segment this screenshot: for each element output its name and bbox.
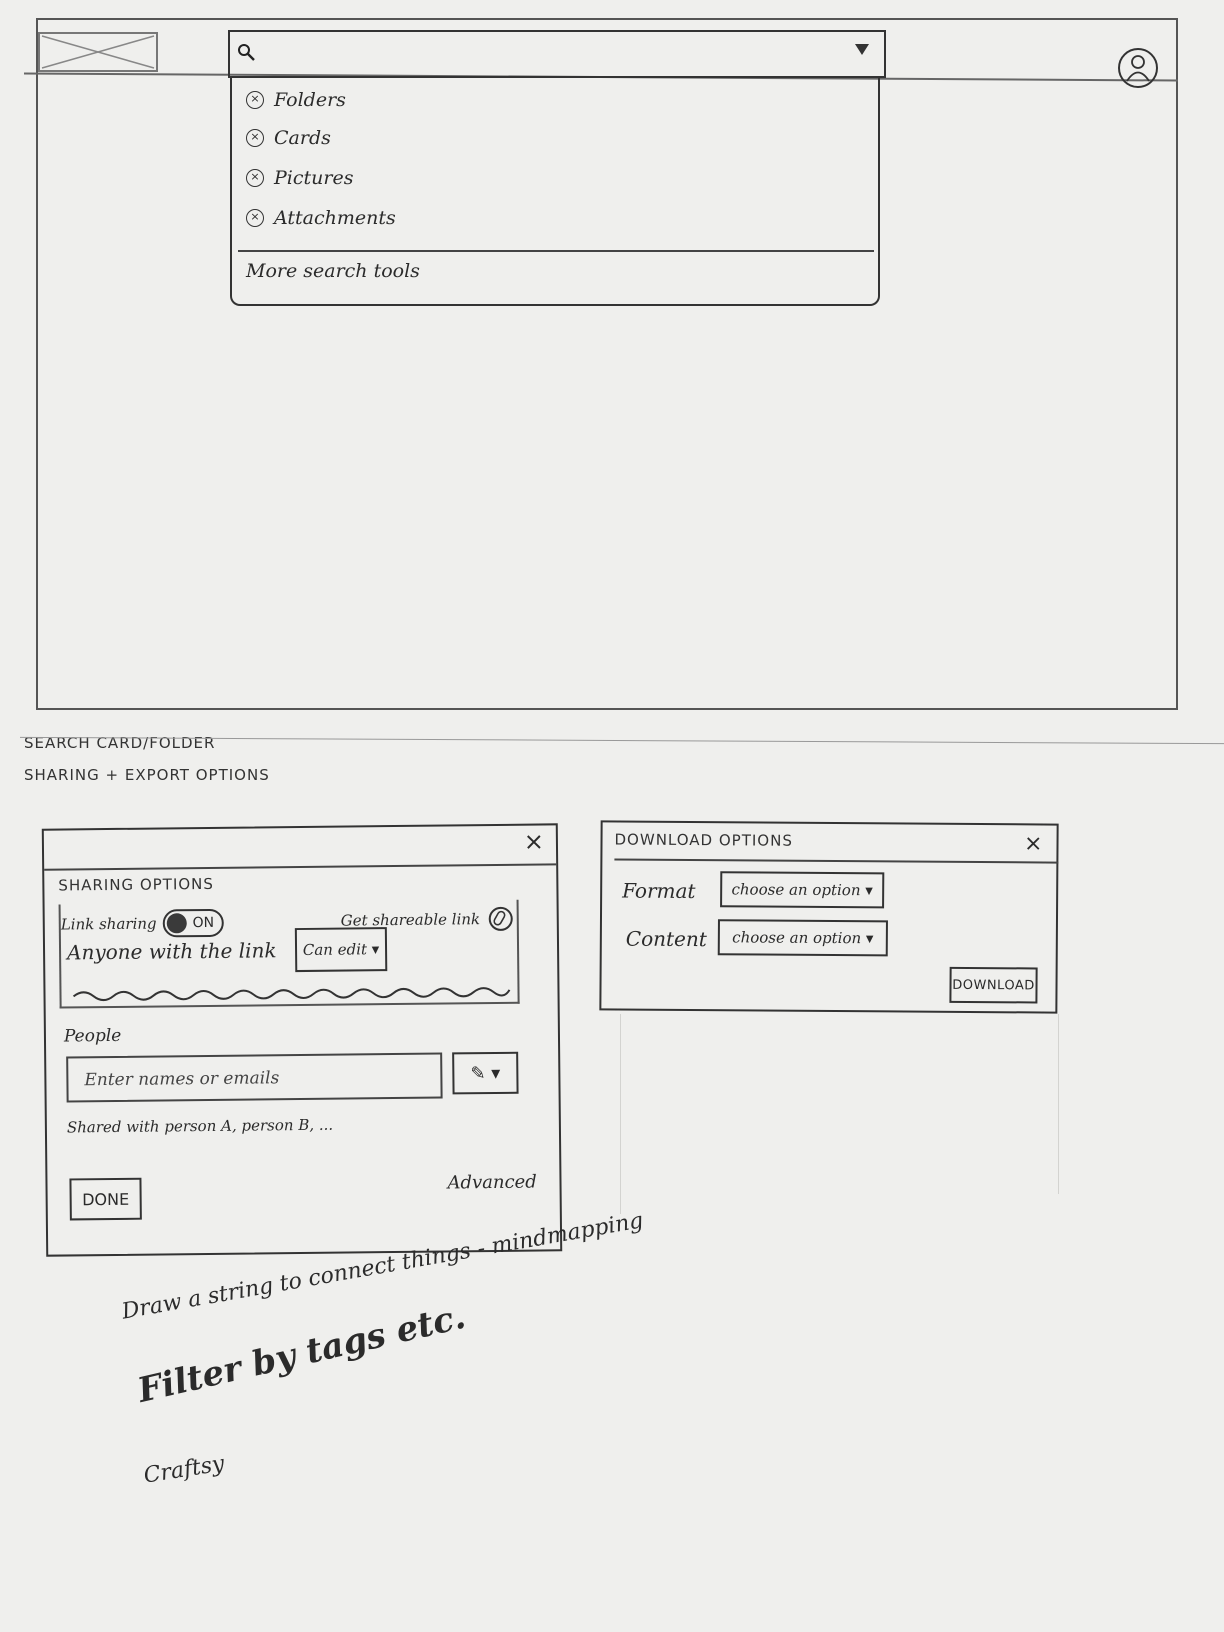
close-icon[interactable]: × xyxy=(1023,831,1043,857)
note-line-2: Filter by tags etc. xyxy=(134,1296,470,1411)
squiggle-placeholder xyxy=(71,982,511,1003)
user-avatar-icon[interactable] xyxy=(1118,48,1158,88)
remove-filter-icon[interactable]: × xyxy=(246,169,264,187)
dialog-header-divider xyxy=(44,863,556,870)
people-label: People xyxy=(63,1025,122,1047)
filter-cards[interactable] xyxy=(246,122,331,154)
remove-filter-icon[interactable]: × xyxy=(246,91,264,109)
search-input[interactable] xyxy=(228,30,886,78)
link-sharing-label: Link sharing xyxy=(60,914,157,934)
faint-guide-line xyxy=(620,1014,621,1214)
done-button[interactable]: DONE xyxy=(69,1178,141,1221)
shared-with-text: Shared with person A, person B, ... xyxy=(66,1115,334,1137)
search-dropdown xyxy=(230,76,880,306)
link-settings-box xyxy=(59,900,520,1009)
get-link-label: Get shareable link xyxy=(340,910,481,930)
section-label-sharing: SHARING + EXPORT OPTIONS xyxy=(24,766,270,784)
content-label: Content xyxy=(625,926,707,952)
filter-label: Attachments xyxy=(274,207,396,229)
note-line-1: Draw a string to connect things - mindmapping xyxy=(120,1208,646,1325)
content-select[interactable]: choose an option ▾ xyxy=(718,919,888,956)
dialog-title: SHARING OPTIONS xyxy=(58,874,214,895)
section-label-search: SEARCH CARD/FOLDER xyxy=(24,734,216,752)
logo-cross-icon xyxy=(40,34,156,70)
dropdown-divider xyxy=(238,250,874,252)
permission-dropdown[interactable]: Can edit ▾ xyxy=(295,927,387,972)
filter-pictures[interactable] xyxy=(246,162,353,194)
logo-placeholder xyxy=(38,32,158,72)
more-search-tools-link[interactable]: More search tools xyxy=(246,260,420,282)
remove-filter-icon[interactable]: × xyxy=(246,209,264,227)
edit-permission-dropdown[interactable]: ✎ ▾ xyxy=(452,1052,518,1095)
remove-filter-icon[interactable]: × xyxy=(246,129,264,147)
sharing-options-dialog xyxy=(42,823,562,1256)
filter-label: Folders xyxy=(274,89,346,111)
close-icon[interactable]: × xyxy=(523,827,545,856)
advanced-link[interactable]: Advanced xyxy=(447,1171,537,1194)
toggle-state: ON xyxy=(192,914,215,932)
people-placeholder: Enter names or emails xyxy=(84,1068,280,1091)
format-label: Format xyxy=(622,878,696,904)
filter-label: Pictures xyxy=(274,167,354,189)
download-options-dialog xyxy=(599,820,1058,1013)
filter-attachments[interactable] xyxy=(246,202,396,234)
search-icon xyxy=(236,42,256,62)
note-line-3: Craftsy xyxy=(142,1451,227,1489)
filter-label: Cards xyxy=(274,127,331,149)
dialog-header-divider xyxy=(614,859,1058,864)
dialog-title: DOWNLOAD OPTIONS xyxy=(614,830,793,850)
faint-guide-line xyxy=(1058,1014,1059,1194)
people-input[interactable] xyxy=(66,1053,442,1103)
filter-folders[interactable] xyxy=(246,84,346,116)
dropdown-arrow-icon[interactable] xyxy=(854,42,870,56)
anyone-with-link-text: Anyone with the link xyxy=(66,938,277,965)
person-icon xyxy=(1120,50,1156,86)
download-button[interactable]: DOWNLOAD xyxy=(949,967,1037,1004)
format-select[interactable]: choose an option ▾ xyxy=(720,871,884,908)
